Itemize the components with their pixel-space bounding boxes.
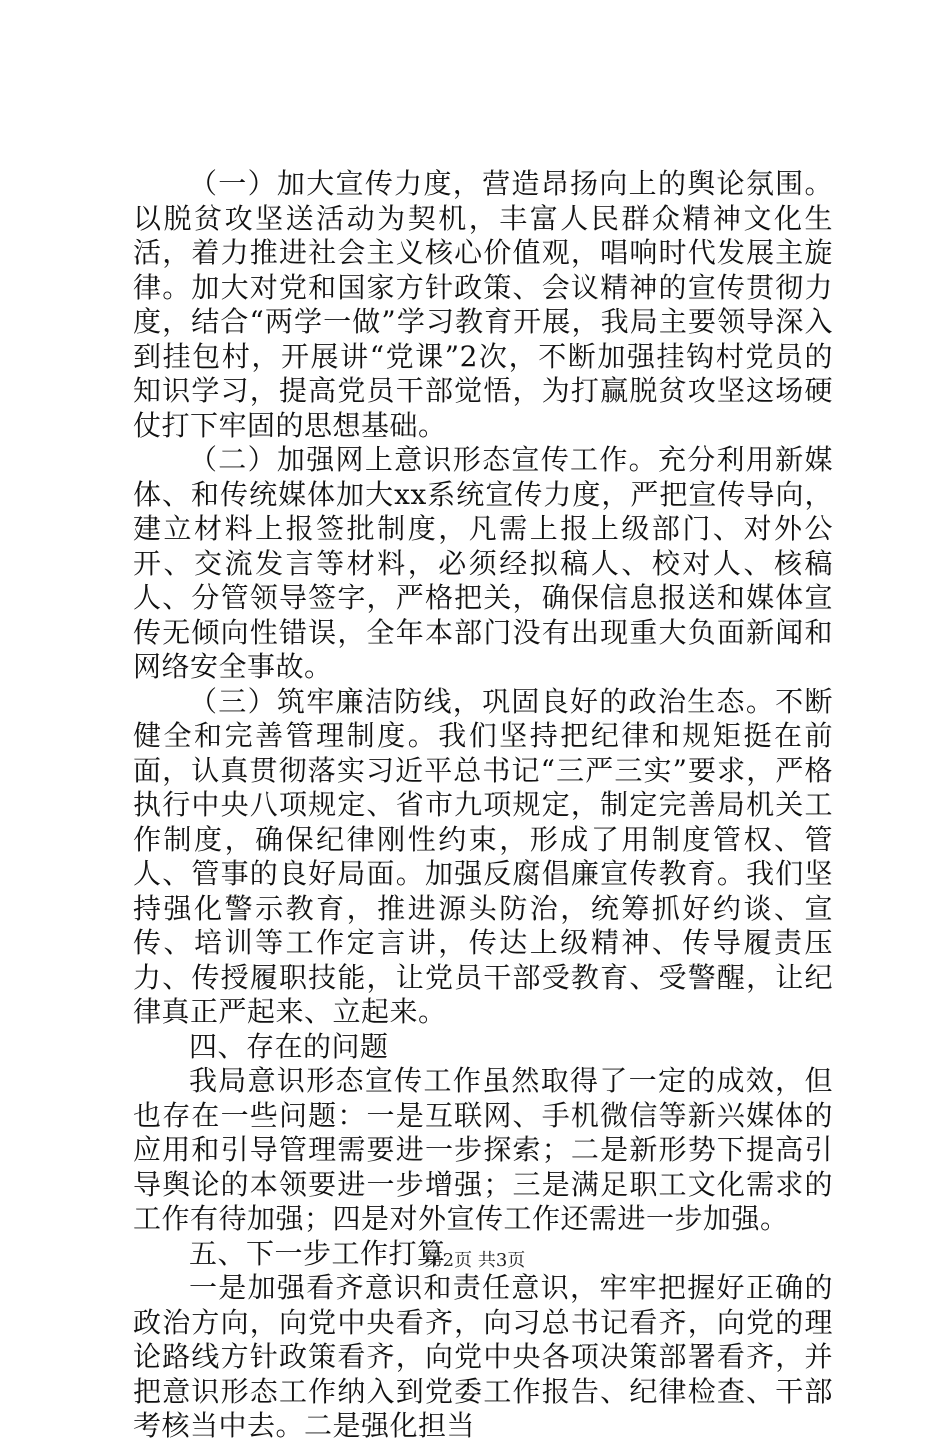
paragraph-next-steps: 一是加强看齐意识和责任意识，牢牢把握好正确的政治方向，向党中央看齐，向习总书记看齐，向党的理论路线方针政策看齐，向党中央各项决策部署看齐，并把意识形态工作纳入到党委工作报告、纪律检查、干部考核当中去。二是强化担当	[133, 1271, 833, 1442]
section-heading-next-steps: 五、下一步工作打算	[189, 1236, 446, 1270]
section-heading-problems: 四、存在的问题	[189, 1029, 389, 1063]
paragraph-problems: 我局意识形态宣传工作虽然取得了一定的成效，但也存在一些问题：一是互联网、手机微信等新兴媒体的应用和引导管理需要进一步探索；二是新形势下提高引导舆论的本领要进一步增强；三是满足职工文化需求的工作有待加强；四是对外宣传工作还需进一步加强。	[133, 1064, 833, 1235]
paragraph-integrity: （三）筑牢廉洁防线，巩固良好的政治生态。不断健全和完善管理制度。我们坚持把纪律和规矩挺在前面，认真贯彻落实习近平总书记“三严三实”要求，严格执行中央八项规定、省市九项规定，制定完善局机关工作制度，确保纪律刚性约束，形成了用制度管权、管人、管事的良好局面。加强反腐倡廉宣传教育。我们坚持强化警示教育，推进源头防治，统筹抓好约谈、宣传、培训等工作定言讲，传达上级精神、传导履责压力、传授履职技能，让党员干部受教育、受警醒，让纪律真正严起来、立起来。	[133, 684, 833, 1028]
page-number-footer: 第2页 共3页	[424, 1250, 526, 1271]
paragraph-online-ideology: （二）加强网上意识形态宣传工作。充分利用新媒体、和传统媒体加大xx系统宣传力度，严把宣传导向，建立材料上报签批制度，凡需上报上级部门、对外公开、交流发言等材料，必须经拟稿人、校对人、核稿人、分管领导签字，严格把关，确保信息报送和媒体宣传无倾向性错误，全年本部门没有出现重大负面新闻和网络安全事故。	[133, 443, 833, 683]
paragraph-publicity: （一）加大宣传力度，营造昂扬向上的舆论氛围。以脱贫攻坚送活动为契机，丰富人民群众精神文化生活，着力推进社会主义核心价值观，唱响时代发展主旋律。加大对党和国家方针政策、会议精神的宣传贯彻力度，结合“两学一做”学习教育开展，我局主要领导深入到挂包村，开展讲“党课”2次，不断加强挂钩村党员的知识学习，提高党员干部觉悟，为打赢脱贫攻坚这场硬仗打下牢固的思想基础。	[133, 167, 833, 442]
